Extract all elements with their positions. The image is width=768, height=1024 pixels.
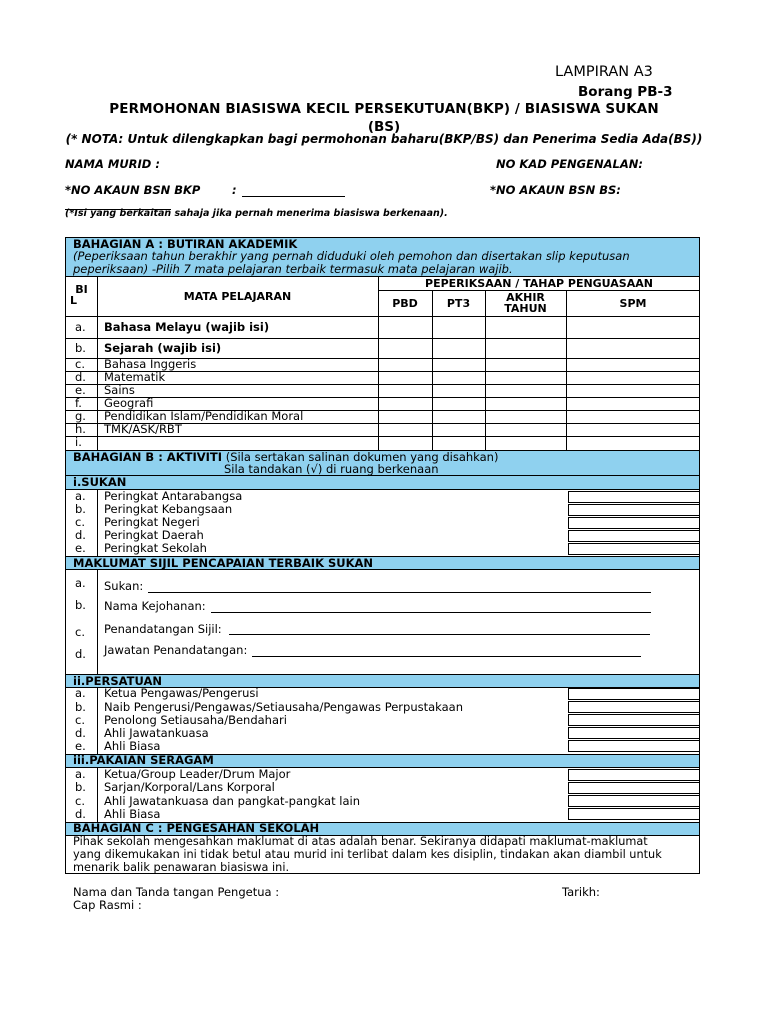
checkbox-cell[interactable]: [568, 491, 700, 503]
borang-label: Borang PB-3: [578, 84, 673, 100]
section-b-title: BAHAGIAN B : AKTIVITI (Sila sertakan salinan dokumen yang disahkan): [73, 450, 499, 464]
row-bil: e.: [75, 541, 86, 555]
row-bil: d.: [75, 528, 86, 542]
section-c-text-3: menarik balik penawaran biasiswa ini.: [73, 861, 290, 874]
row-bil: b.: [75, 700, 86, 714]
subject-label: Sains: [104, 383, 135, 397]
row-bil: d.: [75, 647, 86, 661]
seragam-title: iii.PAKAIAN SERAGAM: [73, 753, 214, 767]
persatuan-item: Ahli Biasa: [104, 739, 161, 753]
form-title-line2: (BS): [367, 119, 401, 135]
checkbox-cell[interactable]: [568, 701, 700, 713]
tarikh-label: Tarikh:: [562, 885, 600, 899]
sijil-jawatan-field[interactable]: [252, 656, 641, 657]
row-bil: b.: [75, 341, 86, 355]
checkbox-cell[interactable]: [568, 808, 700, 820]
row-bil: b.: [75, 780, 86, 794]
sukan-item: Peringkat Negeri: [104, 515, 200, 529]
row-bil: a.: [75, 320, 86, 334]
section-a-header: [66, 238, 699, 277]
section-b-header: [66, 450, 699, 476]
sijil-sukan-field[interactable]: [148, 592, 651, 593]
section-a-note-1: (Peperiksaan tahun berakhir yang pernah diduduki oleh pemohon dan disertakan slip keputusan: [73, 249, 630, 263]
section-a-title: BAHAGIAN A : BUTIRAN AKADEMIK: [73, 237, 298, 251]
section-c-text-1: Pihak sekolah mengesahkan maklumat di atas adalah benar. Sekiranya didapati maklumat-maklumat: [73, 835, 648, 848]
sijil-penandatangan-label: Penandatangan Sijil:: [104, 622, 222, 636]
seragam-item: Sarjan/Korporal/Lans Korporal: [104, 780, 275, 794]
cap-rasmi-label: Cap Rasmi :: [73, 898, 142, 912]
checkbox-cell[interactable]: [568, 714, 700, 726]
checkbox-cell[interactable]: [568, 543, 700, 555]
row-bil: a.: [75, 489, 86, 503]
subject-label: Matematik: [104, 370, 166, 384]
persatuan-item: Ketua Pengawas/Pengerusi: [104, 686, 259, 700]
col-pbd: PBD: [392, 297, 418, 310]
subject-label: Pendidikan Islam/Pendidikan Moral: [104, 409, 304, 423]
sijil-penandatangan-field[interactable]: [229, 634, 650, 635]
subject-label: Geografi: [104, 396, 154, 410]
row-bil: i.: [75, 435, 82, 449]
row-bil: c.: [75, 794, 85, 808]
row-bil: a.: [75, 576, 86, 590]
seragam-item: Ahli Jawatankuasa dan pangkat-pangkat lain: [104, 794, 360, 808]
sijil-header: [66, 556, 699, 570]
sukan-item: Peringkat Antarabangsa: [104, 489, 243, 503]
col-peperiksaan: PEPERIKSAAN / TAHAP PENGUASAAN: [425, 277, 653, 290]
checkbox-cell[interactable]: [568, 795, 700, 807]
lampiran-label: LAMPIRAN A3: [555, 64, 653, 80]
persatuan-title: ii.PERSATUAN: [73, 674, 163, 688]
checkbox-cell[interactable]: [568, 769, 700, 781]
row-bil: c.: [75, 357, 85, 371]
sijil-kejohanan-label: Nama Kejohanan:: [104, 599, 206, 613]
col-akhir-tahun: AKHIR TAHUN: [504, 291, 547, 315]
sijil-sukan-label: Sukan:: [104, 579, 144, 593]
row-bil: a.: [75, 686, 86, 700]
sijil-kejohanan-field[interactable]: [211, 612, 651, 613]
sukan-item: Peringkat Sekolah: [104, 541, 207, 555]
row-bil: d.: [75, 807, 86, 821]
nota-text: (* NOTA: Untuk dilengkapkan bagi permohonan baharu(BKP/BS) dan Penerima Sedia Ada(BS)): [65, 132, 703, 146]
checkbox-cell[interactable]: [568, 782, 700, 794]
row-bil: d.: [75, 726, 86, 740]
row-bil: d.: [75, 370, 86, 384]
row-bil: h.: [75, 422, 86, 436]
checkbox-cell[interactable]: [568, 727, 700, 739]
isi-note: (*Isi yang berkaitan sahaja jika pernah menerima biasiswa berkenaan).: [65, 208, 448, 219]
row-bil: b.: [75, 598, 86, 612]
checkbox-cell[interactable]: [568, 688, 700, 700]
seragam-item: Ahli Biasa: [104, 807, 161, 821]
nama-tanda-tangan-label: Nama dan Tanda tangan Pengetua :: [73, 885, 280, 899]
row-bil: c.: [75, 515, 85, 529]
subject-label: Bahasa Melayu (wajib isi): [104, 320, 270, 334]
no-kad-label: NO KAD PENGENALAN:: [496, 157, 643, 171]
row-bil: c.: [75, 713, 85, 727]
checkbox-cell[interactable]: [568, 517, 700, 529]
row-bil: e.: [75, 739, 86, 753]
subject-label: Bahasa Inggeris: [104, 357, 197, 371]
row-bil: g.: [75, 409, 86, 423]
bsn-bkp-field[interactable]: [242, 196, 345, 197]
row-bil: b.: [75, 502, 86, 516]
row-bil: e.: [75, 383, 86, 397]
section-a-note-2: peperiksaan) -Pilih 7 mata pelajaran terbaik termasuk mata pelajaran wajib.: [73, 262, 513, 276]
sukan-item: Peringkat Daerah: [104, 528, 204, 542]
persatuan-item: Naib Pengerusi/Pengawas/Setiausaha/Pengawas Perpustakaan: [104, 700, 463, 714]
section-b-note: Sila tandakan (√) di ruang berkenaan: [224, 462, 439, 476]
col-mata-pelajaran: MATA PELAJARAN: [183, 290, 292, 303]
sukan-header: [66, 476, 699, 490]
seragam-item: Ketua/Group Leader/Drum Major: [104, 767, 291, 781]
persatuan-item: Ahli Jawatankuasa: [104, 726, 209, 740]
checkbox-cell[interactable]: [568, 504, 700, 516]
section-c-text-2: yang dikemukakan ini tidak betul atau murid ini terlibat dalam kes disiplin, tindakan akan diambil untuk: [73, 848, 662, 861]
section-c-title: BAHAGIAN C : PENGESAHAN SEKOLAH: [73, 821, 320, 835]
bsn-bkp-label: *NO AKAUN BSN BKP: [65, 183, 201, 197]
bsn-bs-label: *NO AKAUN BSN BS:: [490, 183, 621, 197]
sukan-item: Peringkat Kebangsaan: [104, 502, 233, 516]
section-c-header: [66, 822, 699, 836]
subject-label: TMK/ASK/RBT: [104, 422, 182, 436]
checkbox-cell[interactable]: [568, 740, 700, 752]
bsn-bkp-colon: :: [232, 183, 237, 197]
sukan-title: i.SUKAN: [73, 475, 127, 489]
sijil-title: MAKLUMAT SIJIL PENCAPAIAN TERBAIK SUKAN: [73, 556, 374, 570]
col-spm: SPM: [619, 297, 647, 310]
col-pt3: PT3: [446, 297, 471, 310]
col-bil: BI L: [70, 283, 88, 307]
persatuan-item: Penolong Setiausaha/Bendahari: [104, 713, 287, 727]
row-bil: c.: [75, 625, 85, 639]
row-bil: f.: [75, 396, 82, 410]
sijil-jawatan-label: Jawatan Penandatangan:: [104, 643, 248, 657]
row-bil: a.: [75, 767, 86, 781]
checkbox-cell[interactable]: [568, 530, 700, 542]
nama-murid-label: NAMA MURID :: [65, 157, 160, 171]
subject-label: Sejarah (wajib isi): [104, 341, 222, 355]
form-title: PERMOHONAN BIASISWA KECIL PERSEKUTUAN(BKP) / BIASISWA SUKAN: [109, 101, 659, 117]
application-form: [65, 237, 700, 874]
seragam-header: [66, 754, 699, 768]
